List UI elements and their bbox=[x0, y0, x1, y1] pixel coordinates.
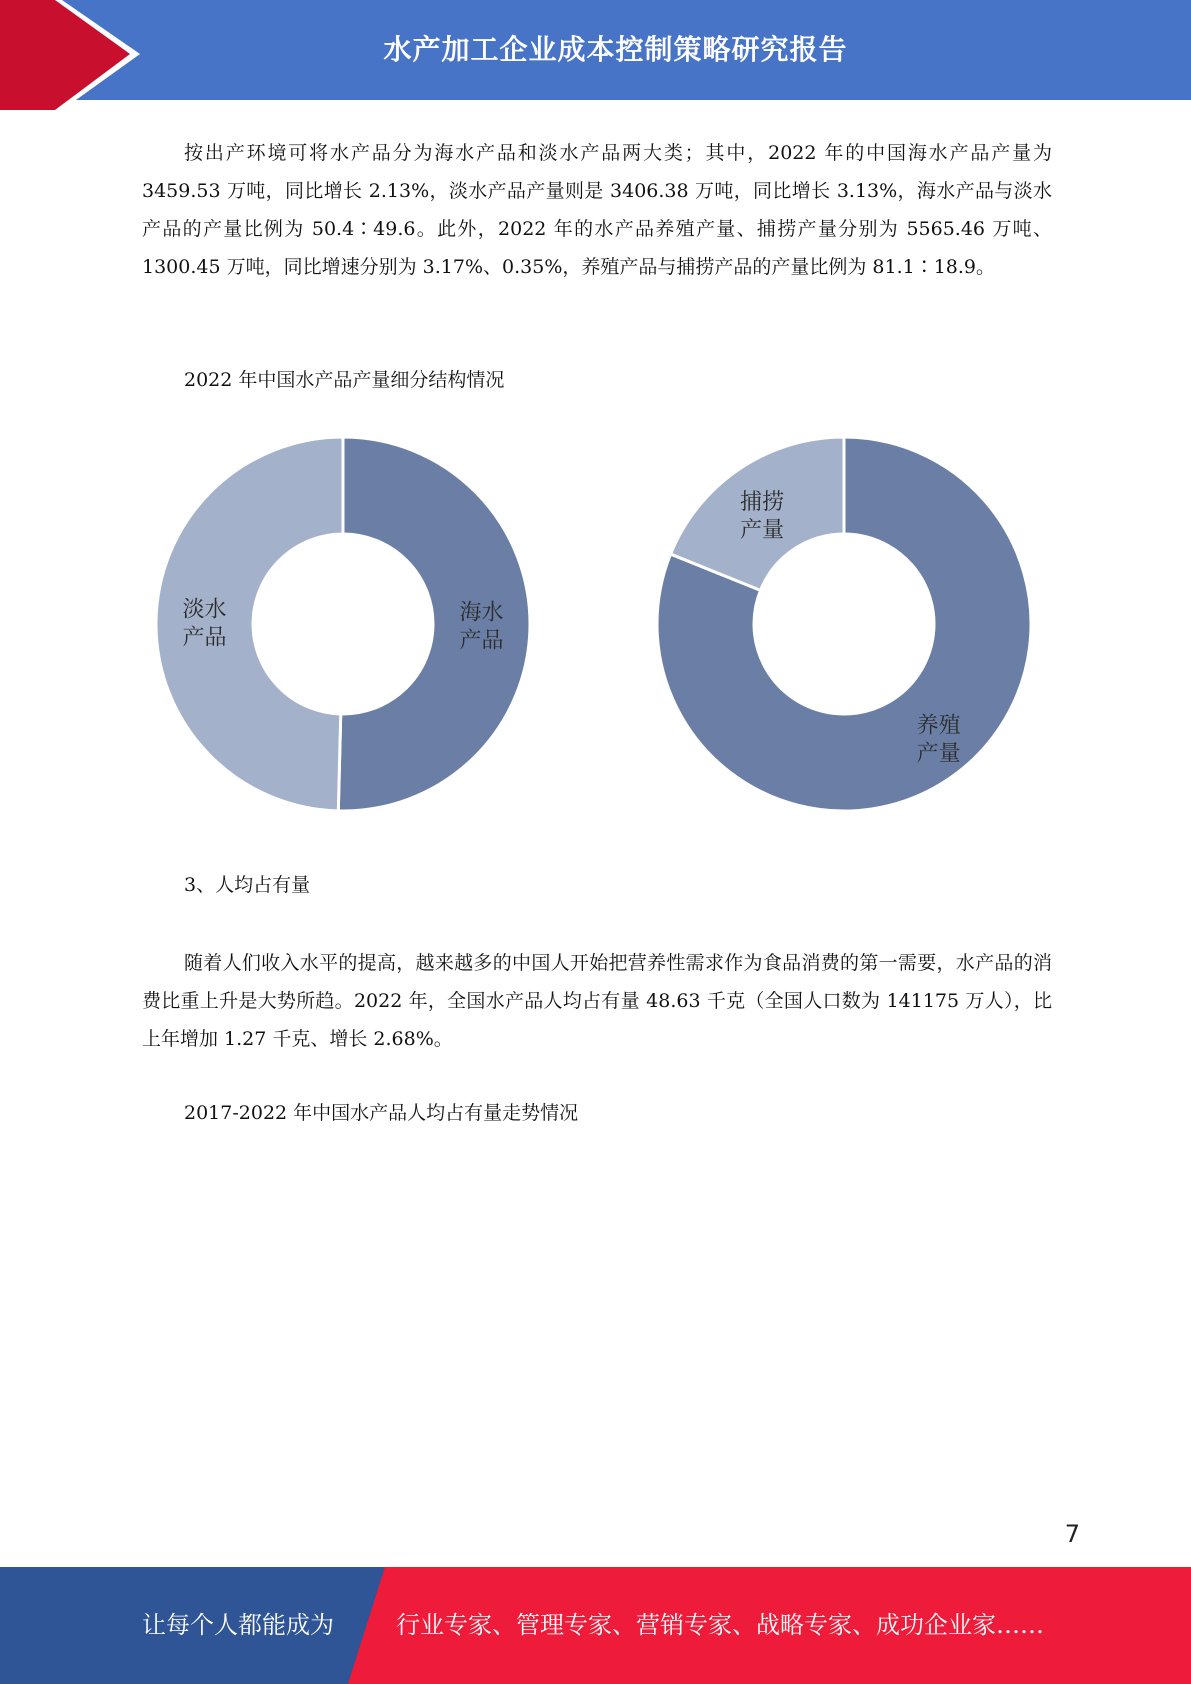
section-heading: 3、人均占有量 bbox=[184, 874, 311, 896]
page-number: 7 bbox=[1064, 1520, 1080, 1548]
report-title: 水产加工企业成本控制策略研究报告 bbox=[383, 33, 848, 66]
donut-charts bbox=[140, 392, 1060, 832]
chart-caption-1: 2022 年中国水产品产量细分结构情况 bbox=[184, 369, 505, 391]
donut-1-label-1: 海水产品 bbox=[459, 600, 504, 654]
donut-2-label-1: 养殖产量 bbox=[916, 713, 961, 767]
donut-1-label-2: 淡水产品 bbox=[182, 597, 227, 651]
chart-caption-2: 2017-2022 年中国水产品人均占有量走势情况 bbox=[184, 1102, 579, 1124]
page-header bbox=[0, 0, 1191, 110]
page-footer bbox=[0, 1567, 1191, 1684]
donut-1-slice-2 bbox=[156, 437, 343, 811]
footer-slogan-left: 让每个人都能成为 bbox=[142, 1611, 334, 1639]
body-paragraph-2: 随着人们收入水平的提高，越来越多的中国人开始把营养性需求作为食品消费的第一需要，水产品的消费比重上升是大势所趋。2022 年，全国水产品人均占有量 48.63 千克（全国人口数为 141175 万人），比上年增加 1.27 千克、增长 2.68%。 bbox=[142, 952, 1052, 1050]
donut-charts-svg bbox=[140, 392, 1060, 832]
donut-2-label-2: 捕捞产量 bbox=[740, 489, 785, 543]
body-paragraph-1: 按出产环境可将水产品分为海水产品和淡水产品两大类；其中，2022 年的中国海水产品产量为 3459.53 万吨，同比增长 2.13%，淡水产品产量则是 3406.38 万吨，同比增长 3.13%，海水产品与淡水产品的产量比例为 50.4∶49.6。此外，2022 年的水产品养殖产量、捕捞产量分别为 5565.46 万吨、1300.45 万吨，同比增速分别为 3.17%、0.35%，养殖产品与捕捞产品的产量比例为 81.1∶18.9。 bbox=[142, 142, 1052, 278]
footer-slogan-right: 行业专家、管理专家、营销专家、战略专家、成功企业家…… bbox=[396, 1611, 1044, 1639]
